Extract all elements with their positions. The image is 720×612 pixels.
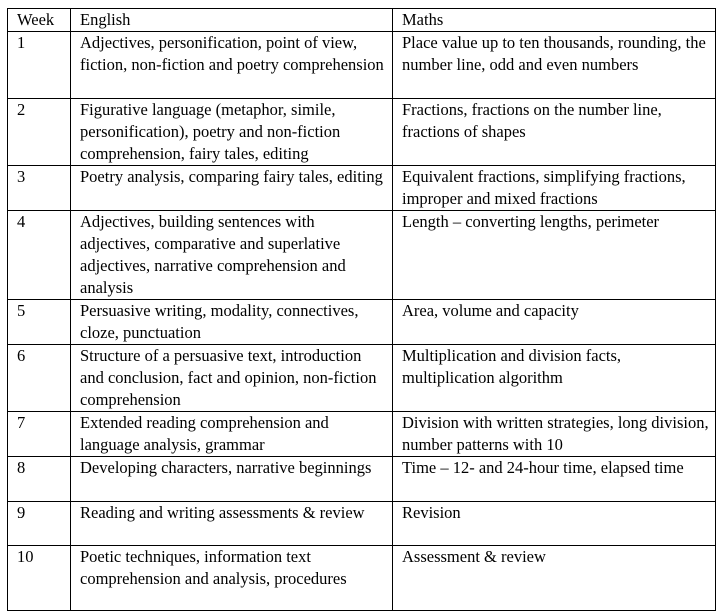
week-cell: 3 — [8, 166, 71, 211]
english-cell: Structure of a persuasive text, introduction and conclusion, fact and opinion, non-fiction comprehension — [71, 345, 393, 412]
english-cell: Persuasive writing, modality, connectives, cloze, punctuation — [71, 300, 393, 345]
header-maths: Maths — [393, 9, 716, 32]
table-row — [8, 457, 716, 502]
week-cell: 7 — [8, 412, 71, 457]
table-row — [8, 211, 716, 300]
table-row — [8, 32, 716, 99]
week-cell: 5 — [8, 300, 71, 345]
table-row — [8, 546, 716, 611]
maths-cell: Equivalent fractions, simplifying fractions, improper and mixed fractions — [393, 166, 716, 211]
maths-cell: Fractions, fractions on the number line, fractions of shapes — [393, 99, 716, 166]
maths-cell: Multiplication and division facts, multiplication algorithm — [393, 345, 716, 412]
maths-cell: Place value up to ten thousands, rounding, the number line, odd and even numbers — [393, 32, 716, 99]
english-cell: Adjectives, building sentences with adjectives, comparative and superlative adjectives, narrative comprehension and analysis — [71, 211, 393, 300]
weekly-schedule-table — [7, 8, 716, 611]
maths-cell: Revision — [393, 502, 716, 546]
table-row — [8, 502, 716, 546]
week-cell: 9 — [8, 502, 71, 546]
english-cell: Extended reading comprehension and language analysis, grammar — [71, 412, 393, 457]
maths-cell: Time – 12- and 24-hour time, elapsed time — [393, 457, 716, 502]
english-cell: Poetry analysis, comparing fairy tales, editing — [71, 166, 393, 211]
week-cell: 10 — [8, 546, 71, 611]
header-row — [8, 9, 716, 32]
maths-cell: Assessment & review — [393, 546, 716, 611]
english-cell: Poetic techniques, information text comprehension and analysis, procedures — [71, 546, 393, 611]
english-cell: Developing characters, narrative beginnings — [71, 457, 393, 502]
table-row — [8, 300, 716, 345]
header-week: Week — [8, 9, 71, 32]
english-cell: Reading and writing assessments & review — [71, 502, 393, 546]
table-row — [8, 166, 716, 211]
week-cell: 4 — [8, 211, 71, 300]
week-cell: 1 — [8, 32, 71, 99]
table-row — [8, 345, 716, 412]
maths-cell: Length – converting lengths, perimeter — [393, 211, 716, 300]
table-row — [8, 412, 716, 457]
english-cell: Figurative language (metaphor, simile, personification), poetry and non-fiction comprehension, fairy tales, editing — [71, 99, 393, 166]
header-english: English — [71, 9, 393, 32]
table-row — [8, 99, 716, 166]
week-cell: 2 — [8, 99, 71, 166]
english-cell: Adjectives, personification, point of view, fiction, non-fiction and poetry comprehension — [71, 32, 393, 99]
week-cell: 6 — [8, 345, 71, 412]
week-cell: 8 — [8, 457, 71, 502]
maths-cell: Division with written strategies, long division, number patterns with 10 — [393, 412, 716, 457]
maths-cell: Area, volume and capacity — [393, 300, 716, 345]
